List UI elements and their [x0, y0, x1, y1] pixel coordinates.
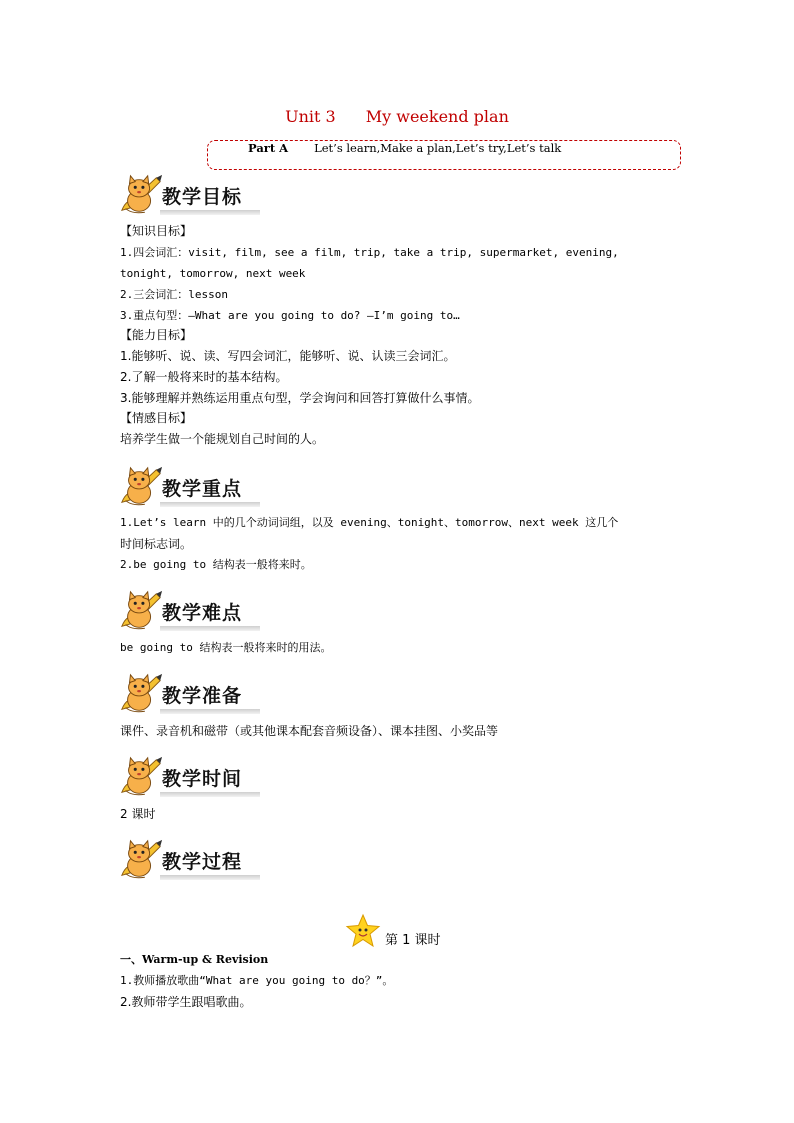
section-underline [160, 210, 260, 215]
part-topics: Let’s learn,Make a plan,Let’s try,Let’s talk [314, 141, 562, 155]
document-title [0, 107, 794, 126]
cat-pencil-icon [118, 464, 164, 510]
knowledge-item-2: 2.三会词汇：lesson [120, 288, 228, 301]
section-process [118, 837, 268, 883]
ability-heading: 【能力目标】 [120, 328, 193, 342]
section-title: 教学目标 [162, 186, 243, 208]
key-point-1b: 时间标志词。 [120, 537, 193, 551]
section-underline [160, 792, 260, 797]
section-underline [160, 875, 260, 880]
preparation-text: 课件、录音机和磁带（或其他课本配套音频设备）、课本挂图、小奖品等 [120, 724, 499, 738]
knowledge-item-1a: 1.四会词汇：visit, film, see a film, trip, take a trip, supermarket, evening, [120, 246, 619, 259]
warmup-heading: 一、Warm-up & Revision [120, 953, 269, 966]
warmup-step-2: 2.教师带学生跟唱歌曲。 [120, 995, 252, 1009]
section-title: 教学准备 [162, 685, 243, 707]
cat-pencil-icon [118, 588, 164, 634]
section-underline [160, 626, 260, 631]
section-title: 教学重点 [162, 478, 243, 500]
key-point-1a: 1.Let’s learn 中的几个动词词组，以及 evening、tonight、tomorrow、next week 这几个 [120, 516, 619, 529]
emotion-item-1: 培养学生做一个能规划自己时间的人。 [120, 432, 325, 446]
unit-name: My weekend plan [365, 107, 509, 126]
section-preparation [118, 671, 268, 717]
knowledge-item-1b: tonight, tomorrow, next week [120, 267, 306, 280]
section-title: 教学过程 [162, 851, 243, 873]
difficulty-1: be going to 结构表一般将来时的用法。 [120, 641, 332, 654]
lesson-marker [345, 913, 465, 953]
cat-pencil-icon [118, 172, 164, 218]
section-underline [160, 709, 260, 714]
warmup-step-1: 1.教师播放歌曲“What are you going to do？”。 [120, 974, 394, 987]
time-text: 2 课时 [120, 807, 156, 821]
knowledge-item-3: 3.重点句型：—What are you going to do? —I’m going to… [120, 309, 460, 322]
emotion-heading: 【情感目标】 [120, 411, 193, 425]
unit-number: Unit 3 [285, 107, 336, 126]
star-icon [345, 913, 381, 949]
part-label: Part A [248, 141, 289, 155]
knowledge-heading: 【知识目标】 [120, 224, 193, 238]
lesson-label: 第 1 课时 [385, 933, 441, 948]
key-point-2: 2.be going to 结构表一般将来时。 [120, 558, 312, 571]
section-title: 教学时间 [162, 768, 243, 790]
cat-pencil-icon [118, 754, 164, 800]
section-objectives [118, 172, 268, 218]
section-title: 教学难点 [162, 602, 243, 624]
cat-pencil-icon [118, 671, 164, 717]
part-line [248, 141, 561, 155]
ability-item-3: 3.能够理解并熟练运用重点句型，学会询问和回答打算做什么事情。 [120, 391, 480, 405]
section-underline [160, 502, 260, 507]
section-key-points [118, 464, 268, 510]
cat-pencil-icon [118, 837, 164, 883]
ability-item-1: 1.能够听、说、读、写四会词汇，能够听、说、认读三会词汇。 [120, 349, 456, 363]
ability-item-2: 2.了解一般将来时的基本结构。 [120, 370, 288, 384]
section-time [118, 754, 268, 800]
section-difficulties [118, 588, 268, 634]
